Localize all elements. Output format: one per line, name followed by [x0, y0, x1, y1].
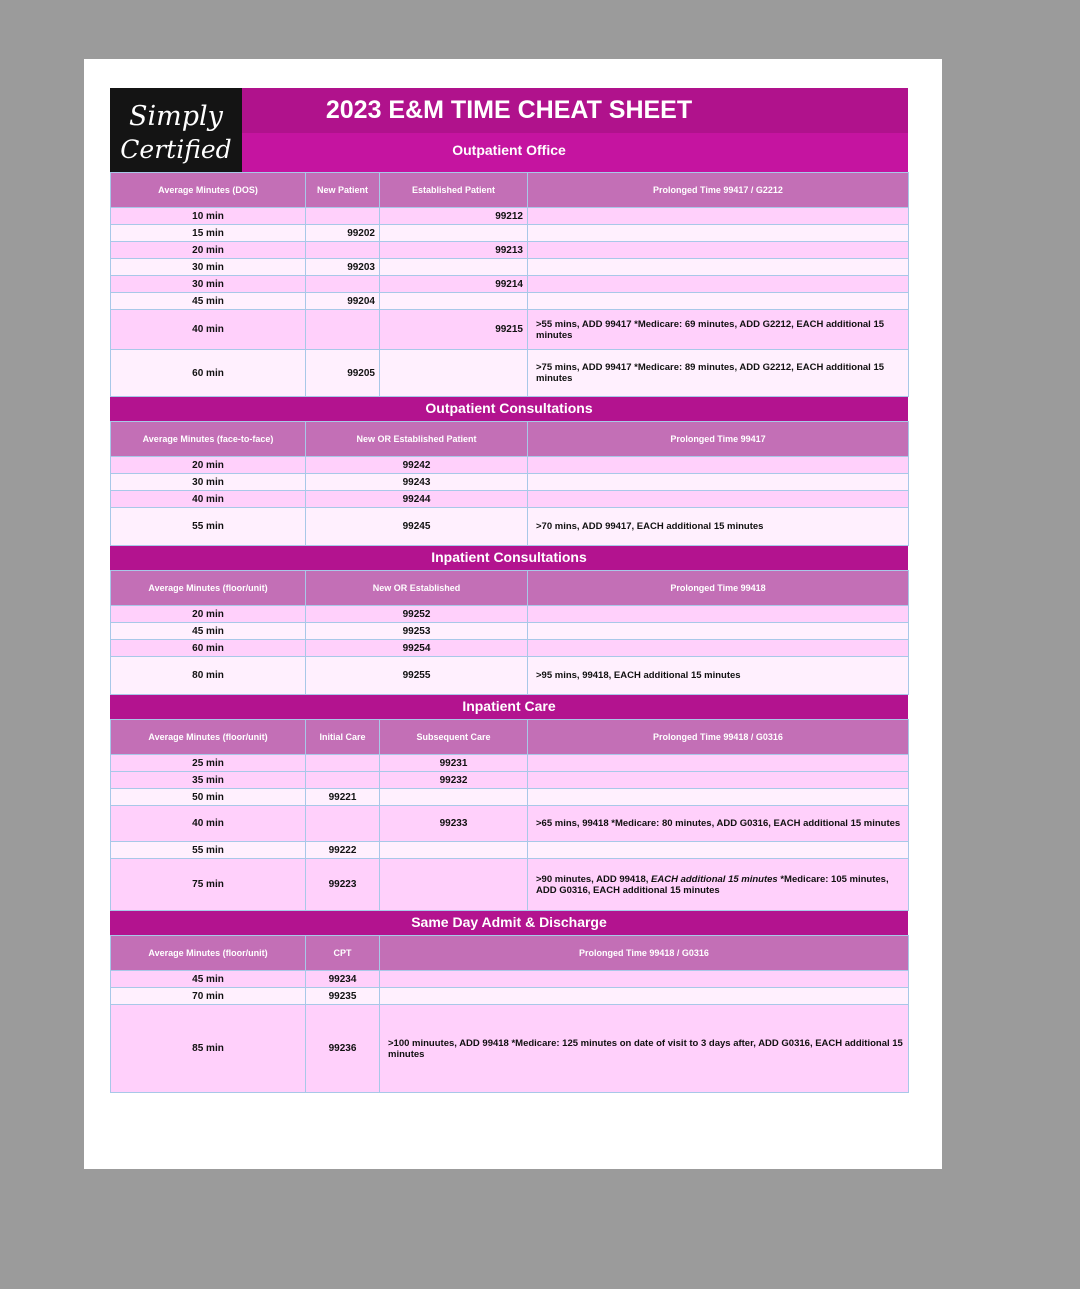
- prolonged-cell: [528, 772, 909, 789]
- code-cell: 99222: [306, 842, 380, 859]
- code-cell: 99204: [306, 293, 380, 310]
- minutes-cell: 50 min: [111, 789, 306, 806]
- code-cell: 99221: [306, 789, 380, 806]
- code-cell: 99215: [380, 310, 528, 350]
- column-header: Prolonged Time 99418 / G0316: [528, 720, 909, 755]
- table-row: [111, 310, 909, 350]
- minutes-cell: 40 min: [111, 310, 306, 350]
- prolonged-cell: [528, 842, 909, 859]
- table-row: [111, 842, 909, 859]
- simply-certified-logo: [110, 88, 242, 172]
- code-cell: 99234: [306, 971, 380, 988]
- minutes-cell: 20 min: [111, 606, 306, 623]
- code-cell: [306, 276, 380, 293]
- table-row: [111, 1005, 909, 1093]
- column-header: Average Minutes (floor/unit): [111, 720, 306, 755]
- table-row: [111, 755, 909, 772]
- column-header: Average Minutes (face-to-face): [111, 422, 306, 457]
- minutes-cell: 45 min: [111, 293, 306, 310]
- prolonged-cell: >90 minutes, ADD 99418, EACH additional 15 minutes *Medicare: 105 minutes, ADD G0316, EACH additional 15 minutes: [528, 859, 909, 911]
- table-row: [111, 225, 909, 242]
- column-header: Established Patient: [380, 173, 528, 208]
- prolonged-cell: [528, 242, 909, 259]
- table-row: [111, 657, 909, 695]
- prolonged-cell: [528, 276, 909, 293]
- table-row: [111, 640, 909, 657]
- table-row: [111, 208, 909, 225]
- code-cell: 99232: [380, 772, 528, 789]
- code-cell: 99236: [306, 1005, 380, 1093]
- column-header: Prolonged Time 99418: [528, 571, 909, 606]
- code-cell: 99212: [380, 208, 528, 225]
- section-heading-same-day: Same Day Admit & Discharge: [110, 911, 908, 935]
- minutes-cell: 10 min: [111, 208, 306, 225]
- outpatient-office-table: [110, 172, 909, 397]
- column-header: Average Minutes (floor/unit): [111, 571, 306, 606]
- code-cell: [306, 242, 380, 259]
- code-cell: 99235: [306, 988, 380, 1005]
- same-day-table: [110, 935, 909, 1093]
- prolonged-cell: >70 mins, ADD 99417, EACH additional 15 minutes: [528, 508, 909, 546]
- code-cell: 99214: [380, 276, 528, 293]
- minutes-cell: 40 min: [111, 806, 306, 842]
- prolonged-cell: >55 mins, ADD 99417 *Medicare: 69 minutes, ADD G2212, EACH additional 15 minutes: [528, 310, 909, 350]
- table-row: [111, 772, 909, 789]
- minutes-cell: 60 min: [111, 350, 306, 397]
- table-row: [111, 988, 909, 1005]
- prolonged-cell: [380, 971, 909, 988]
- code-cell: [380, 293, 528, 310]
- code-cell: [306, 806, 380, 842]
- minutes-cell: 35 min: [111, 772, 306, 789]
- minutes-cell: 45 min: [111, 971, 306, 988]
- code-cell: [306, 310, 380, 350]
- table-row: [111, 242, 909, 259]
- prolonged-cell: [528, 491, 909, 508]
- prolonged-cell: [380, 988, 909, 1005]
- code-cell: [306, 208, 380, 225]
- code-cell: [380, 259, 528, 276]
- table-row: [111, 474, 909, 491]
- code-cell: 99223: [306, 859, 380, 911]
- section-heading-inpatient-care: Inpatient Care: [110, 695, 908, 719]
- column-header: Prolonged Time 99418 / G0316: [380, 936, 909, 971]
- code-cell: [306, 755, 380, 772]
- code-cell: 99244: [306, 491, 528, 508]
- minutes-cell: 45 min: [111, 623, 306, 640]
- prolonged-cell: [528, 225, 909, 242]
- prolonged-cell: [528, 755, 909, 772]
- minutes-cell: 55 min: [111, 508, 306, 546]
- code-cell: 99231: [380, 755, 528, 772]
- table-row: [111, 859, 909, 911]
- prolonged-cell: [528, 640, 909, 657]
- inpatient-consultations-table: [110, 570, 909, 695]
- code-cell: 99213: [380, 242, 528, 259]
- code-cell: 99203: [306, 259, 380, 276]
- minutes-cell: 70 min: [111, 988, 306, 1005]
- minutes-cell: 30 min: [111, 474, 306, 491]
- minutes-cell: 30 min: [111, 259, 306, 276]
- prolonged-cell: [528, 293, 909, 310]
- column-header: Prolonged Time 99417: [528, 422, 909, 457]
- table-row: [111, 806, 909, 842]
- prolonged-cell: >100 minuutes, ADD 99418 *Medicare: 125 minutes on date of visit to 3 days after, ADD G0316, EACH additional 15 minutes: [380, 1005, 909, 1093]
- table-row: [111, 606, 909, 623]
- code-cell: 99242: [306, 457, 528, 474]
- prolonged-cell: [528, 606, 909, 623]
- logo-line-2: Certified: [120, 135, 232, 164]
- section-heading-outpatient-consultations: Outpatient Consultations: [110, 397, 908, 421]
- table-row: [111, 457, 909, 474]
- logo-line-1: Simply: [129, 101, 223, 132]
- code-cell: 99243: [306, 474, 528, 491]
- prolonged-cell: [528, 623, 909, 640]
- code-cell: [380, 225, 528, 242]
- table-row: [111, 350, 909, 397]
- inpatient-care-table: [110, 719, 909, 911]
- code-cell: [380, 789, 528, 806]
- code-cell: [380, 859, 528, 911]
- prolonged-cell: >95 mins, 99418, EACH additional 15 minutes: [528, 657, 909, 695]
- prolonged-cell: >75 mins, ADD 99417 *Medicare: 89 minutes, ADD G2212, EACH additional 15 minutes: [528, 350, 909, 397]
- table-row: [111, 293, 909, 310]
- column-header: New OR Established Patient: [306, 422, 528, 457]
- table-row: [111, 276, 909, 293]
- prolonged-cell: [528, 457, 909, 474]
- code-cell: [380, 350, 528, 397]
- section-heading-outpatient-office: Outpatient Office: [110, 133, 908, 172]
- table-row: [111, 508, 909, 546]
- minutes-cell: 20 min: [111, 457, 306, 474]
- minutes-cell: 75 min: [111, 859, 306, 911]
- sheet-title: 2023 E&M TIME CHEAT SHEET: [110, 88, 908, 133]
- column-header: Average Minutes (DOS): [111, 173, 306, 208]
- cheat-sheet: [110, 88, 908, 1093]
- table-row: [111, 491, 909, 508]
- code-cell: 99254: [306, 640, 528, 657]
- column-header: Subsequent Care: [380, 720, 528, 755]
- prolonged-cell: [528, 208, 909, 225]
- minutes-cell: 25 min: [111, 755, 306, 772]
- minutes-cell: 15 min: [111, 225, 306, 242]
- prolonged-cell: [528, 474, 909, 491]
- code-cell: 99252: [306, 606, 528, 623]
- code-cell: 99245: [306, 508, 528, 546]
- code-cell: [306, 772, 380, 789]
- code-cell: 99253: [306, 623, 528, 640]
- code-cell: [380, 842, 528, 859]
- table-row: [111, 259, 909, 276]
- table-row: [111, 789, 909, 806]
- minutes-cell: 30 min: [111, 276, 306, 293]
- prolonged-cell: >65 mins, 99418 *Medicare: 80 minutes, ADD G0316, EACH additional 15 minutes: [528, 806, 909, 842]
- table-row: [111, 971, 909, 988]
- outpatient-consultations-table: [110, 421, 909, 546]
- code-cell: 99233: [380, 806, 528, 842]
- section-heading-inpatient-consultations: Inpatient Consultations: [110, 546, 908, 570]
- minutes-cell: 60 min: [111, 640, 306, 657]
- minutes-cell: 20 min: [111, 242, 306, 259]
- column-header: New Patient: [306, 173, 380, 208]
- prolonged-cell: [528, 259, 909, 276]
- code-cell: 99202: [306, 225, 380, 242]
- column-header: Initial Care: [306, 720, 380, 755]
- minutes-cell: 85 min: [111, 1005, 306, 1093]
- minutes-cell: 40 min: [111, 491, 306, 508]
- column-header: CPT: [306, 936, 380, 971]
- column-header: New OR Established: [306, 571, 528, 606]
- column-header: Average Minutes (floor/unit): [111, 936, 306, 971]
- minutes-cell: 80 min: [111, 657, 306, 695]
- column-header: Prolonged Time 99417 / G2212: [528, 173, 909, 208]
- minutes-cell: 55 min: [111, 842, 306, 859]
- prolonged-cell: [528, 789, 909, 806]
- table-row: [111, 623, 909, 640]
- code-cell: 99255: [306, 657, 528, 695]
- code-cell: 99205: [306, 350, 380, 397]
